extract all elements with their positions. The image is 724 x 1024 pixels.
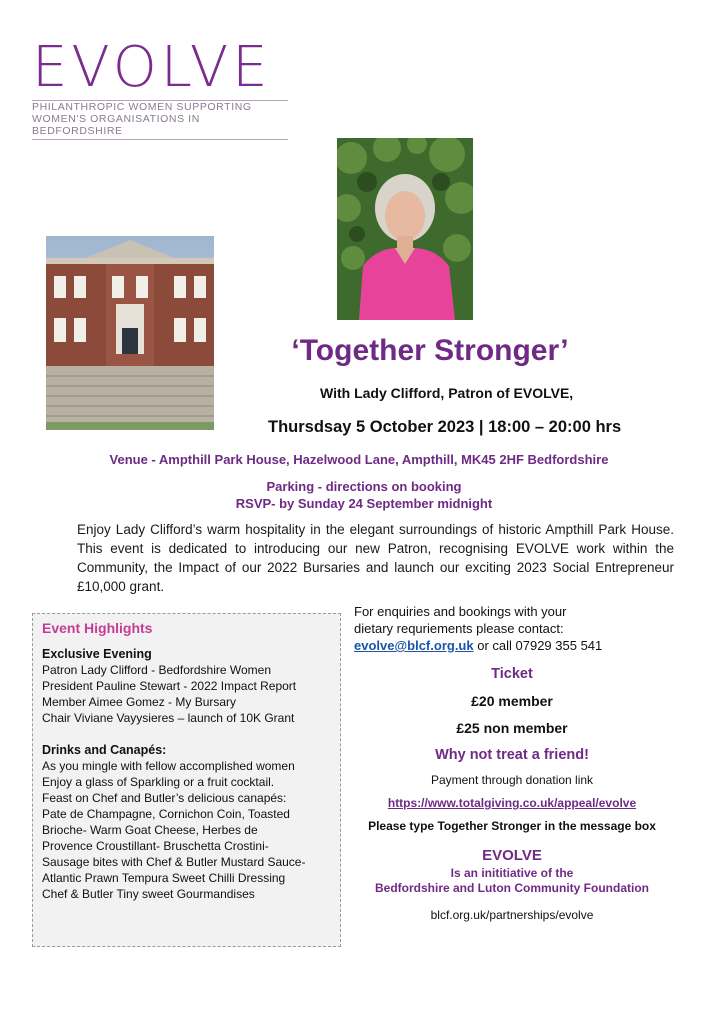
- donation-link[interactable]: https://www.totalgiving.co.uk/appeal/evolve: [387, 796, 637, 810]
- event-highlights-box: [32, 613, 341, 947]
- drinks-line: Enjoy a glass of Sparkling or a fruit cocktail.: [42, 775, 275, 789]
- parking-rsvp-block: [204, 478, 524, 512]
- evolve-logo: [32, 35, 288, 140]
- phone-text: or call 07929 355 541: [473, 638, 603, 653]
- event-venue: [0, 452, 724, 467]
- evening-line: Chair Viviane Vayysieres – launch of 10K Grant: [42, 711, 295, 725]
- ampthill-park-house-photo: [46, 236, 214, 430]
- drinks-line: As you mingle with fellow accomplished women: [42, 759, 295, 773]
- price-member: £20 member: [471, 693, 553, 709]
- drinks-line: Feast on Chef and Butler’s delicious canapés:: [42, 791, 287, 805]
- parking-info: Parking - directions on booking: [266, 479, 462, 494]
- drinks-heading: Drinks and Canapés:: [42, 743, 167, 757]
- price-non-member: £25 non member: [456, 720, 568, 736]
- event-venue-text: Venue - Ampthill Park House, Hazelwood Lane, Ampthill, MK45 2HF Bedfordshire: [109, 452, 609, 467]
- drinks-line: Chef & Butler Tiny sweet Gourmandises: [42, 887, 255, 901]
- payment-note: Payment through donation link: [430, 773, 594, 787]
- logo-tagline-line-2: WOMEN'S ORGANISATIONS IN BEDFORDSHIRE: [32, 113, 200, 137]
- event-title: ‘Together Stronger’: [291, 334, 569, 367]
- event-intro-paragraph: Enjoy Lady Clifford’s warm hospitality in the elegant surroundings of historic Ampthill Park House. This event is dedicated to introducing our new Patron, recognising EVOLVE work within the Community, the Impact of our 2022 Bursaries and launch our exciting 2023 Social Entrepreneur £10,000 grant.: [77, 522, 674, 594]
- ticket-heading: Ticket: [491, 666, 533, 682]
- logo-wordmark: EVOLVE: [32, 35, 272, 100]
- lady-clifford-portrait-photo: [337, 138, 473, 320]
- evening-heading: Exclusive Evening: [42, 647, 152, 661]
- event-date-time: Thursdsay 5 October 2023 | 18:00 – 20:00 hrs: [268, 418, 622, 436]
- initiative-block: [352, 866, 672, 896]
- enquiry-line-2: dietary requriements please contact:: [354, 621, 564, 636]
- enquiry-line-1: For enquiries and bookings with your: [354, 604, 567, 619]
- spacer: [42, 726, 332, 742]
- evening-line: Patron Lady Clifford - Bedfordshire Women: [42, 663, 272, 677]
- logo-divider-bottom: [32, 139, 288, 140]
- initiative-line-1: Is an inititiative of the: [450, 866, 574, 880]
- drinks-line: Provence Croustillant- Bruschetta Crostini-: [42, 839, 269, 853]
- org-name: EVOLVE: [482, 847, 542, 864]
- evening-line: President Pauline Stewart - 2022 Impact Report: [42, 679, 297, 693]
- drinks-line: Atlantic Prawn Tempura Sweet Chilli Dressing: [42, 871, 286, 885]
- booking-enquiry: [354, 603, 654, 654]
- drinks-line: Brioche- Warm Goat Cheese, Herbes de: [42, 823, 258, 837]
- rsvp-info: RSVP- by Sunday 24 September midnight: [235, 496, 493, 511]
- logo-tagline-line-1: PHILANTHROPIC WOMEN SUPPORTING: [32, 101, 252, 113]
- initiative-line-2: Bedfordshire and Luton Community Foundation: [375, 881, 649, 895]
- treat-a-friend: Why not treat a friend!: [435, 747, 589, 763]
- highlights-title: Event Highlights: [42, 620, 153, 636]
- message-box-note: Please type Together Stronger in the message box: [368, 819, 656, 833]
- contact-line: [354, 637, 654, 654]
- evening-line: Member Aimee Gomez - My Bursary: [42, 695, 237, 709]
- website-link[interactable]: blcf.org.uk/partnerships/evolve: [430, 908, 594, 922]
- event-host-line: With Lady Clifford, Patron of EVOLVE,: [320, 385, 574, 401]
- email-link[interactable]: evolve@blcf.org.uk: [354, 638, 474, 653]
- drinks-line: Pate de Champagne, Cornichon Coin, Toasted: [42, 807, 290, 821]
- drinks-line: Sausage bites with Chef & Butler Mustard Sauce-: [42, 855, 306, 869]
